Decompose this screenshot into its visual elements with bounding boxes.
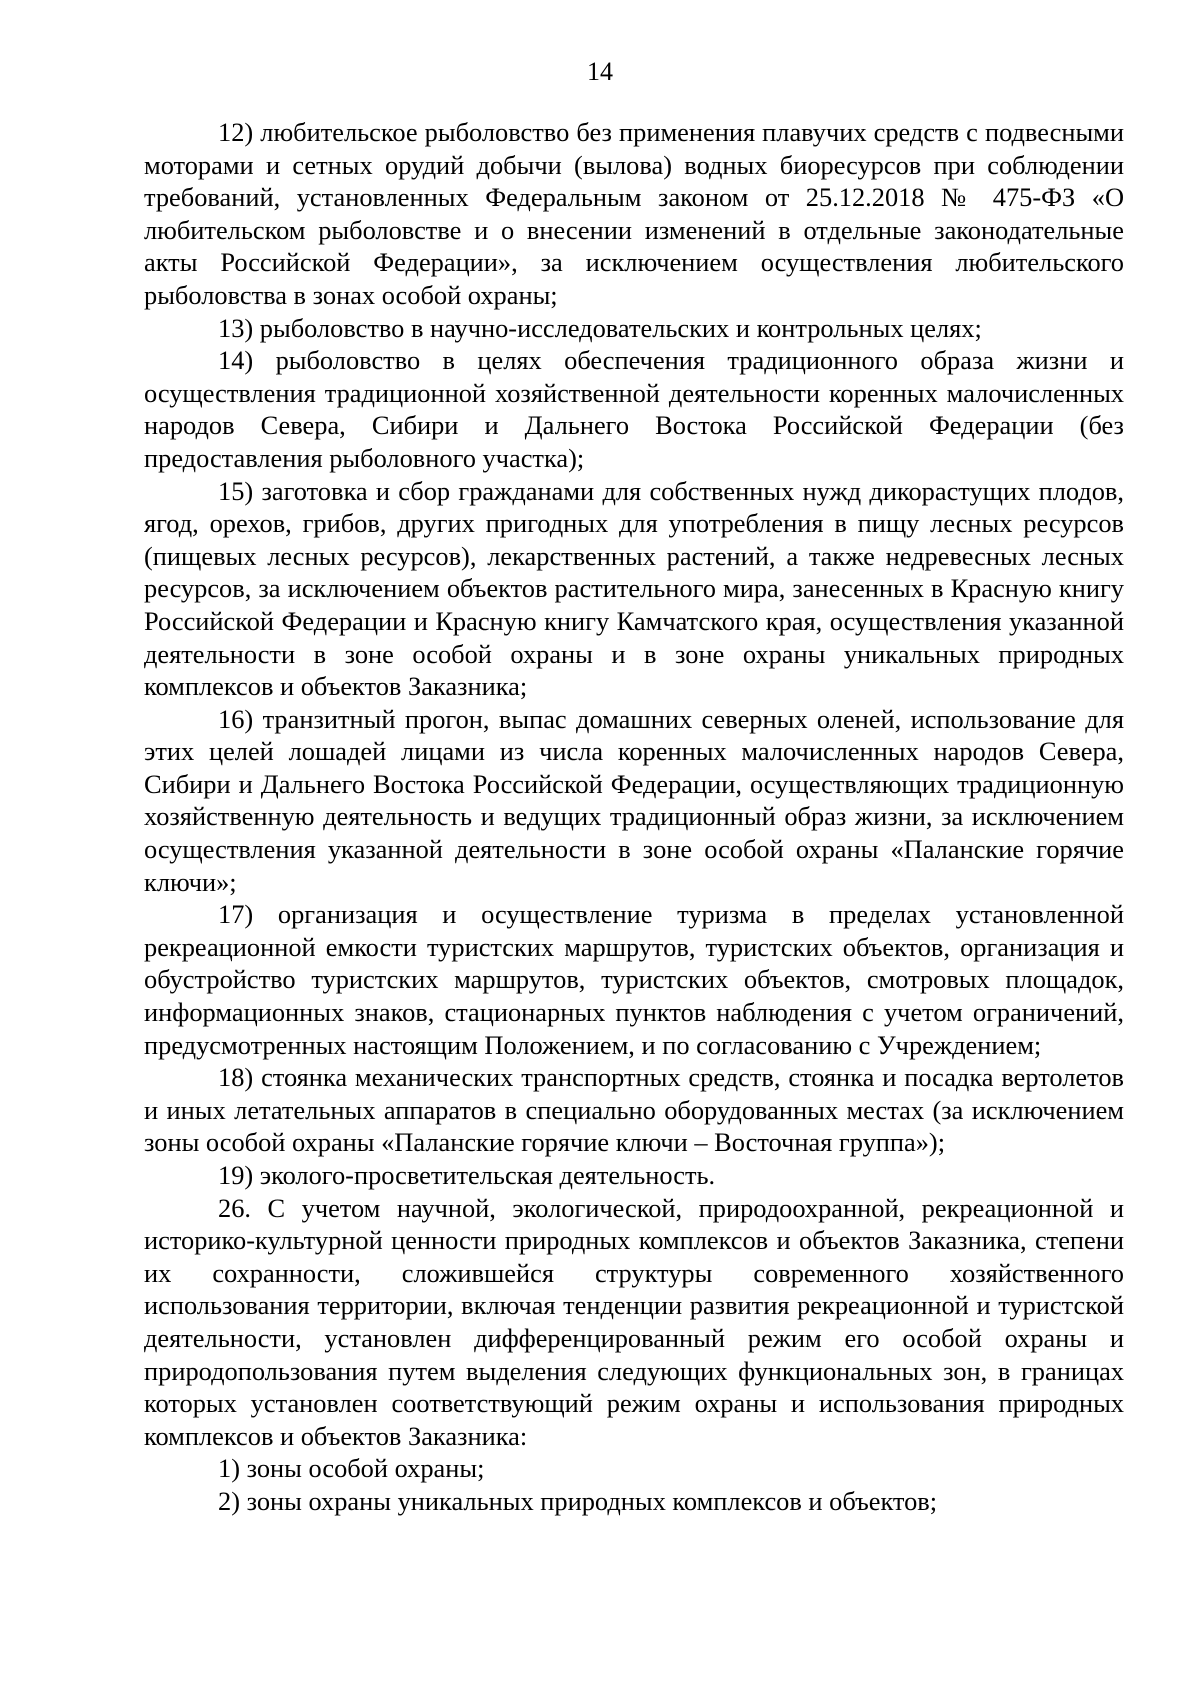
paragraph-item-19: 19) эколого-просветительская деятельность. — [218, 1160, 716, 1190]
paragraph-item-16: 16) транзитный прогон, выпас домашних северных оленей, использование для этих целей лошадей лицами из числа коренных малочисленных народов Севера, Сибири и Дальнего Востока Российской Федерации, осуществляющих традиционную хозяйственную деятельность и ведущих традиционный образ жизни, за исключением осуществления указанной деятельности в зоне особой охраны «Паланские горячие ключи»; — [144, 703, 1124, 897]
paragraph-item-13: 13) рыболовство в научно-исследовательских и контрольных целях; — [218, 312, 982, 343]
paragraph-zone-1: 1) зоны особой охраны; — [218, 1453, 485, 1484]
document-body — [144, 116, 1124, 1518]
paragraph-item-18: 18) стоянка механических транспортных средств, стоянка и посадка вертолетов и иных летательных аппаратов в специально оборудованных местах (за исключением зоны особой охраны «Паланские горячие ключи – Восточная группа»); — [144, 1062, 1124, 1158]
paragraph-item-14: 14) рыболовство в целях обеспечения традиционного образа жизни и осуществления традиционной хозяйственной деятельности коренных малочисленных народов Севера, Сибири и Дальнего Востока Российской Федерации (без предоставления рыболовного участка); — [144, 345, 1124, 473]
page-number: 14 — [587, 57, 613, 86]
paragraph-item-17: 17) организация и осуществление туризма в пределах установленной рекреационной емкости туристских маршрутов, туристских объектов, организация и обустройство туристских маршрутов, туристских объектов, смотровых площадок, информационных знаков, стационарных пунктов наблюдения с учетом ограничений, предусмотренных настоящим Положением, и по согласованию с Учреждением; — [144, 899, 1124, 1060]
paragraph-section-26: 26. С учетом научной, экологической, природоохранной, рекреационной и историко-культурной ценности природных комплексов и объектов Заказника, степени их сохранности, сложившейся структуры современного хозяйственного использования территории, включая тенденции развития рекреационной и туристской деятельности, установлен дифференцированный режим его особой охраны и природопользования путем выделения следующих функциональных зон, в границах которых установлен соответствующий режим охраны и использования природных комплексов и объектов Заказника: — [144, 1192, 1124, 1451]
paragraph-zone-2: 2) зоны охраны уникальных природных комплексов и объектов; — [218, 1485, 938, 1516]
paragraph-item-15: 15) заготовка и сбор гражданами для собственных нужд дикорастущих плодов, ягод, орехов, грибов, других пригодных для употребления в пищу лесных ресурсов (пищевых лесных ресурсов), лекарственных растений, а также недревесных лесных ресурсов, за исключением объектов растительного мира, занесенных в Красную книгу Российской Федерации и Красную книгу Камчатского края, осуществления указанной деятельности в зоне особой охраны и в зоне охраны уникальных природных комплексов и объектов Заказника; — [144, 475, 1124, 702]
paragraph-item-12: 12) любительское рыболовство без применения плавучих средств с подвесными моторами и сетных орудий добычи (вылова) водных биоресурсов при соблюдении требований, установленных Федеральным законом от 25.12.2018 № 475-ФЗ «О любительском рыболовстве и о внесении изменений в отдельные законодательные акты Российской Федерации», за исключением осуществления любительского рыболовства в зонах особой охраны; — [144, 117, 1124, 310]
